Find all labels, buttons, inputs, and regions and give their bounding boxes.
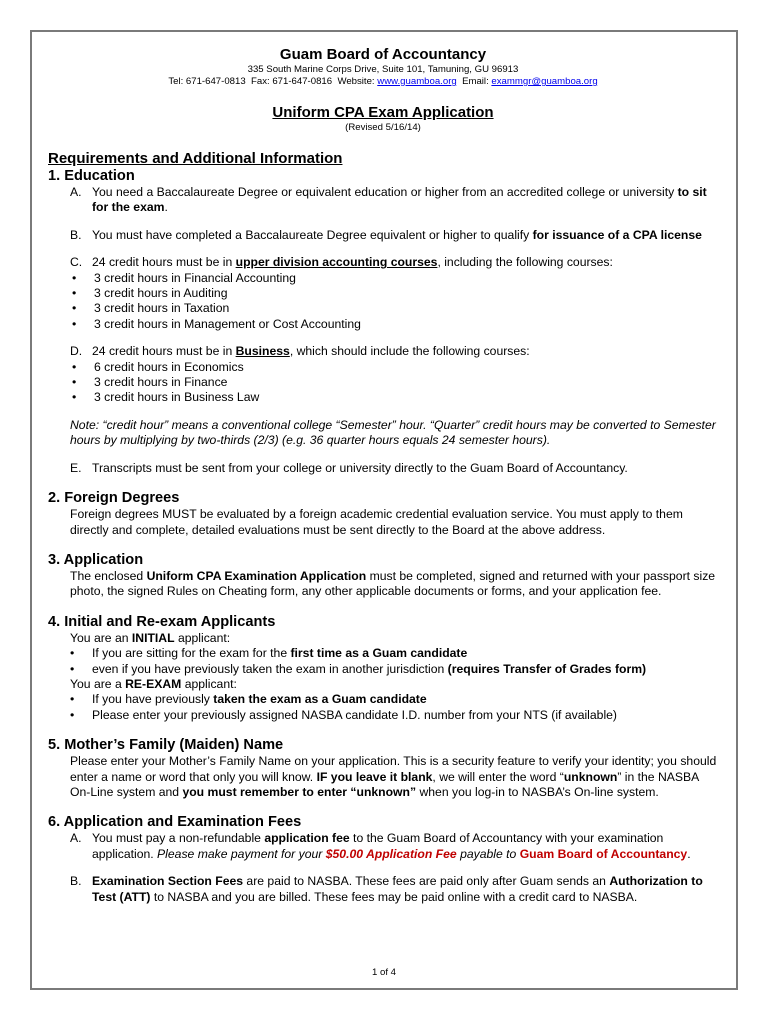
- tel: Tel: 671-647-0813: [168, 76, 246, 87]
- list-item: • 3 credit hours in Financial Accounting: [48, 271, 718, 286]
- list-item: • 6 credit hours in Economics: [48, 360, 718, 375]
- education-item-d: D. 24 credit hours must be in Business, which should include the following courses:: [70, 344, 530, 359]
- section-application-heading: 3. Application: [48, 551, 144, 568]
- reexam-applicant-list: [48, 692, 718, 723]
- document-title: Uniform CPA Exam Application: [272, 104, 494, 121]
- org-name: Guam Board of Accountancy: [279, 46, 487, 63]
- fees-item-a: A. You must pay a non-refundable application fee to the Guam Board of Accountancy with your examination application. Please make payment for your $50.00 Application Fee payable to Guam Board of Accountancy.: [70, 831, 691, 861]
- education-item-b: B. You must have completed a Baccalaureate Degree equivalent or higher to qualify for issuance of a CPA license: [70, 227, 702, 242]
- page-number: 1 of 4: [371, 967, 396, 978]
- initial-applicant-list: [48, 646, 718, 677]
- list-item: • even if you have previously taken the exam in another jurisdiction (requires Transfer of Grades form): [48, 662, 718, 677]
- fees-item-b: B. Examination Section Fees are paid to NASBA. These fees are paid only after Guam sends an Authorization to Test (ATT) to NASBA and you are billed. These fees may be paid online with a credit card to NASBA.: [70, 874, 703, 904]
- education-item-c: C. 24 credit hours must be in upper division accounting courses, including the following courses:: [70, 255, 613, 270]
- application-text: The enclosed Uniform CPA Examination Application must be completed, signed and returned with your passport size photo, the signed Rules on Cheating form, any other applicable documents or forms, and your application fee.: [70, 568, 716, 599]
- list-item: • If you have previously taken the exam as a Guam candidate: [48, 692, 718, 707]
- accounting-courses-list: [48, 271, 718, 333]
- list-item: • Please enter your previously assigned NASBA candidate I.D. number from your NTS (if available): [48, 708, 718, 723]
- revised-date: (Revised 5/16/14): [345, 122, 421, 133]
- list-item: • If you are sitting for the exam for the first time as a Guam candidate: [48, 646, 718, 661]
- list-item: • 3 credit hours in Finance: [48, 375, 718, 390]
- list-item: • 3 credit hours in Business Law: [48, 390, 718, 405]
- credit-hour-note: Note: “credit hour” means a conventional college “Semester” hour. “Quarter” credit hours may be converted to Semester hours by multiplying by two-thirds (2/3) (e.g. 36 quarter hours equals 24 semester hours).: [70, 417, 716, 448]
- fax: Fax: 671-647-0816: [251, 76, 333, 87]
- education-item-a: A. You need a Baccalaureate Degree or equivalent education or higher from an accredited college or university to sit for the exam.: [70, 185, 707, 215]
- section-applicants-heading: 4. Initial and Re-exam Applicants: [48, 613, 276, 630]
- section-maiden-name-heading: 5. Mother’s Family (Maiden) Name: [48, 737, 284, 754]
- initial-applicant-line: You are an INITIAL applicant:: [70, 630, 231, 645]
- section-fees-heading: 6. Application and Examination Fees: [48, 814, 302, 831]
- reexam-applicant-line: You are a RE-EXAM applicant:: [70, 676, 237, 691]
- section-education-heading: 1. Education: [48, 168, 135, 184]
- email-label: Email:: [462, 76, 489, 87]
- requirements-title: Requirements and Additional Information: [48, 150, 343, 167]
- org-address: 335 South Marine Corps Drive, Suite 101, Tamuning, GU 96913: [247, 64, 519, 75]
- section-foreign-degrees-heading: 2. Foreign Degrees: [48, 490, 180, 507]
- education-item-e: E. Transcripts must be sent from your college or university directly to the Guam Board of Accountancy.: [70, 460, 628, 475]
- foreign-degrees-text: Foreign degrees MUST be evaluated by a foreign academic credential evaluation service. You must apply to them directly and complete, detailed evaluations must be sent directly to the Board at the above address.: [70, 507, 683, 537]
- website-label: Website:: [337, 76, 375, 87]
- document-page: [30, 30, 738, 990]
- list-item: • 3 credit hours in Auditing: [48, 286, 718, 301]
- business-courses-list: [48, 360, 718, 406]
- website-link[interactable]: www.guamboa.org: [377, 76, 457, 87]
- list-item: • 3 credit hours in Management or Cost Accounting: [48, 317, 718, 332]
- list-item: • 3 credit hours in Taxation: [48, 301, 718, 316]
- org-contact: [48, 76, 718, 88]
- maiden-name-text: Please enter your Mother’s Family Name on your application. This is a security feature to verify your identity; you should enter a name or word that only you will know. IF you leave it blank, we will enter the word “unknown” in the NASBA On-Line system and you must remember to enter “unknown” when you log-in to NASBA’s On-line system.: [70, 754, 717, 799]
- letterhead: [48, 46, 718, 88]
- email-link[interactable]: exammgr@guamboa.org: [491, 76, 598, 87]
- page-content: [48, 46, 718, 905]
